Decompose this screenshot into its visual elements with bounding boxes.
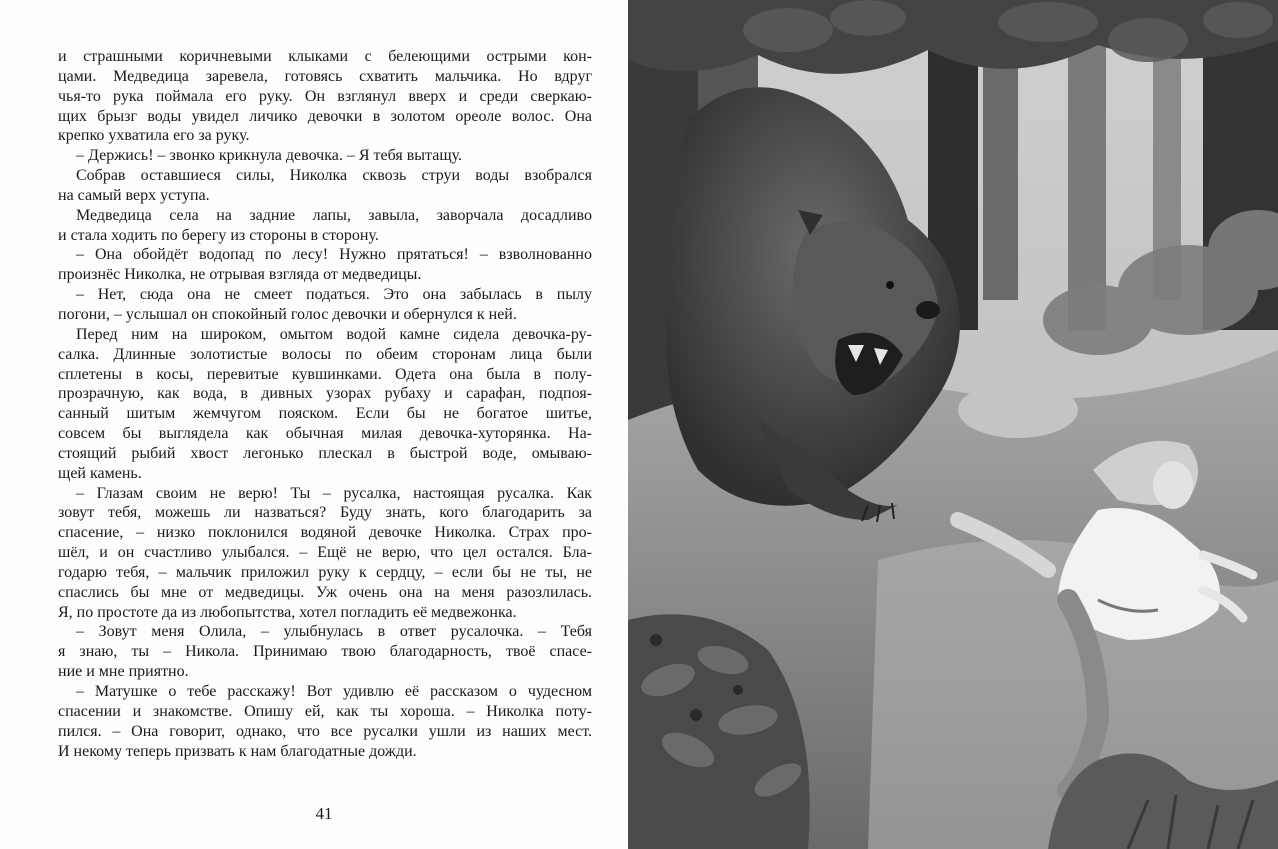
text-line: на самый верх уступа. [58,186,210,204]
text-line: годарю тебя, – мальчик приложил руку к сердцу, – если бы не ты, не [58,563,592,581]
text-line: стоящий рыбий хвост легонько плескал в быстрой воде, омываю- [58,444,592,462]
text-line: Я, по простоте да из любопытства, хотел погладить её медвежонка. [58,603,517,621]
page-number: 41 [315,804,333,823]
text-line: произнёс Николка, не отрывая взгляда от медведицы. [58,266,422,284]
text-line: Собрав оставшиеся силы, Николка сквозь струи воды взобрался [76,167,592,185]
text-line: спаслись бы мне от медведицы. Уж очень она на меня разозлилась. [58,583,592,601]
text-line: – Глазам своим не верю! Ты – русалка, настоящая русалка. Как [76,484,592,502]
text-line: цами. Медведица заревела, готовясь схватить мальчика. Но вдруг [58,67,592,85]
text-line: спасении и знакомстве. Опишу ей, как ты хороша. – Николка поту- [58,702,592,720]
text-line: салка. Длинные золотистые волосы по обеим сторонам лица были [58,345,592,363]
text-line: щих брызг воды увидел личико девочки в золотом ореоле волос. Она [58,107,592,125]
text-line: и стала ходить по берегу из стороны в сторону. [58,226,379,244]
text-line: санный шитым жемчугом пояском. Если бы не богатое шитье, [58,405,592,423]
text-line: Перед ним на широком, омытом водой камне сидела девочка-ру- [76,325,592,343]
text-line: – Матушке о тебе расскажу! Вот удивлю её рассказом о чудесном [76,683,592,700]
text-line: шёл, и он счастливо улыбался. – Ещё не верю, что цел остался. Бла- [58,544,592,562]
text-page [0,0,628,849]
text-line: и страшными коричневыми клыками с белеющими острыми кон- [58,48,592,65]
illustration [628,0,1278,849]
text-line: совсем бы выглядела как обычная милая девочка-хуторянка. На- [58,425,592,443]
text-line: – Зовут меня Олила, – улыбнулась в ответ русалочка. – Тебя [76,623,592,641]
text-line: пился. – Она говорит, однако, что все русалки ушли из наших мест. [58,722,592,740]
text-line: – Держись! – звонко крикнула девочка. – Я тебя вытащу. [76,147,463,165]
text-line: зовут тебя, можешь ли назваться? Буду знать, кого благодарить за [58,504,592,522]
text-line: погони, – услышал он спокойный голос девочки и обернулся к ней. [58,305,517,323]
body-text [58,47,592,761]
text-line: я знаю, ты – Никола. Принимаю твою благодарность, твоё спасе- [58,643,592,661]
text-line: спасение, – низко поклонился водяной девочке Николка. Страх про- [58,524,592,542]
illustration-page [628,0,1278,849]
text-line: И некому теперь призвать к нам благодатные дожди. [58,742,417,760]
text-line: прозрачную, как вода, в дивных узорах рубаху и сарафан, подпоя- [58,385,592,403]
text-line: чья-то рука поймала его руку. Он взглянул вверх и среди сверкаю- [58,87,592,105]
text-line: щей камень. [58,464,142,482]
text-line: – Нет, сюда она не смеет податься. Это она забылась в пылу [76,286,592,304]
text-line: крепко ухватила его за руку. [58,127,250,145]
text-line: – Она обойдёт водопад по лесу! Нужно прятаться! – взволнованно [76,246,592,264]
text-line: сплетены в косы, перевитые кувшинками. Одета она была в полу- [58,365,592,383]
text-line: Медведица села на задние лапы, завыла, заворчала досадливо [76,206,592,224]
text-line: ние и мне приятно. [58,663,189,681]
